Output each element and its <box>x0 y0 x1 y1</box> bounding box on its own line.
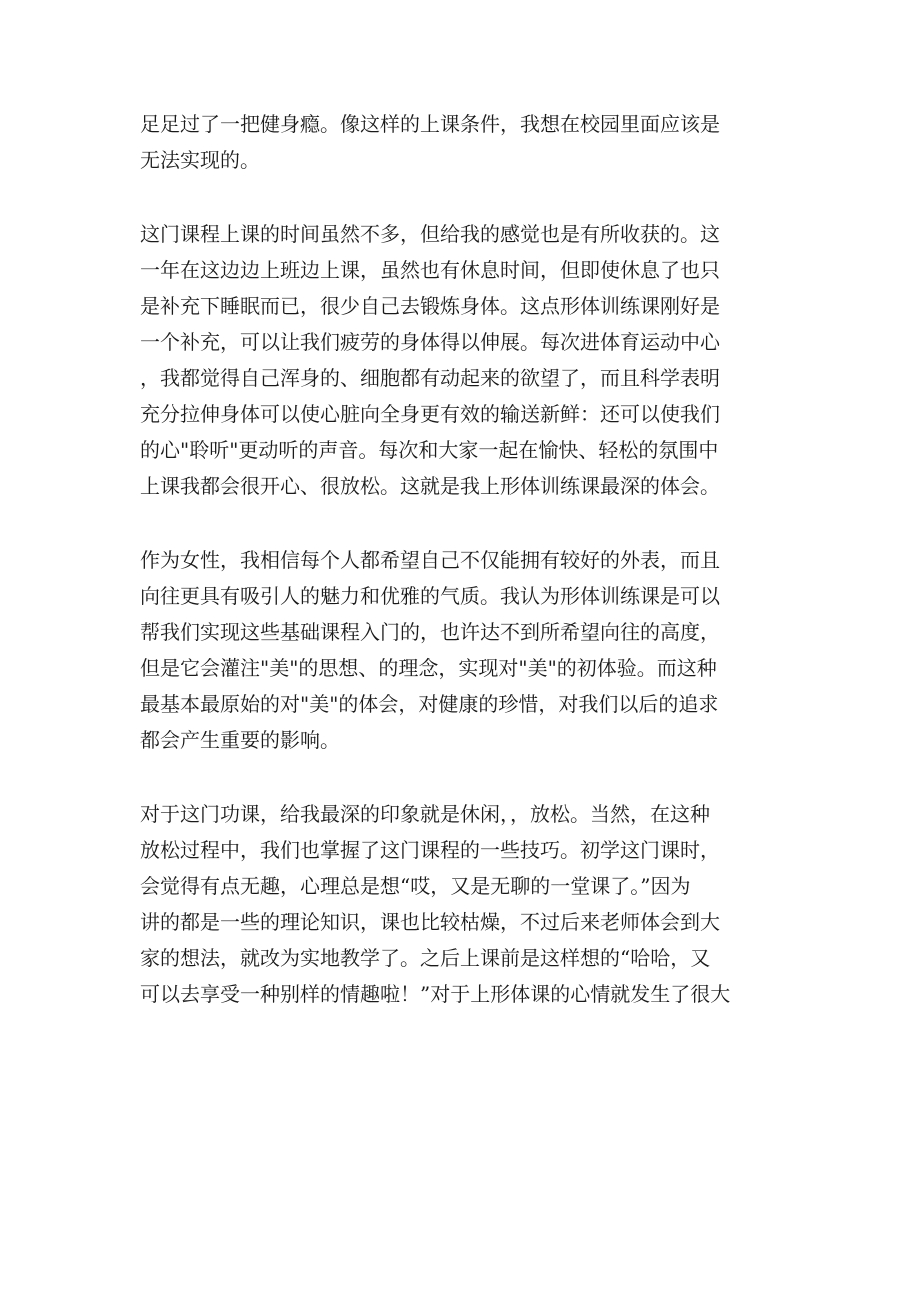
text-line: 是补充下睡眠而已，很少自己去锻炼身体。这点形体训练课刚好是 <box>140 294 720 318</box>
text-line: 的心"聆听"更动听的声音。每次和大家一起在愉快、轻松的氛围中 <box>140 438 719 462</box>
document-body <box>140 106 780 1050</box>
text-line: 一个补充，可以让我们疲劳的身体得以伸展。每次进体育运动中心 <box>140 330 720 354</box>
paragraph-3 <box>140 542 780 758</box>
text-line: 可以去享受一种别样的情趣啦！”对于上形体课的心情就发生了很大 <box>140 982 731 1006</box>
text-line: 向往更具有吸引人的魅力和优雅的气质。我认为形体训练课是可以 <box>140 584 720 608</box>
text-line: 作为女性，我相信每个人都希望自己不仅能拥有较好的外表，而且 <box>140 548 720 572</box>
text-line: 对于这门功课，给我最深的印象就是休闲，，放松。当然，在这种 <box>140 802 710 826</box>
text-line: 讲的都是一些的理论知识，课也比较枯燥，不过后来老师体会到大 <box>140 910 720 934</box>
paragraph-4 <box>140 796 780 1012</box>
text-line: 帮我们实现这些基础课程入门的，也许达不到所希望向往的高度， <box>140 620 720 644</box>
text-line: 最基本最原始的对"美"的体会，对健康的珍惜，对我们以后的追求 <box>140 692 719 716</box>
text-line: 充分拉伸身体可以使心脏向全身更有效的输送新鲜：还可以使我们 <box>140 402 720 426</box>
text-line: 一年在这边边上班边上课，虽然也有休息时间，但即使休息了也只 <box>140 258 720 282</box>
text-line: ，我都觉得自己浑身的、细胞都有动起来的欲望了，而且科学表明 <box>140 366 720 390</box>
text-line: 但是它会灌注"美"的思想、的理念，实现对"美"的初体验。而这种 <box>140 656 717 680</box>
text-line: 家的想法，就改为实地教学了。之后上课前是这样想的“哈哈，又 <box>140 946 711 970</box>
text-line: 足足过了一把健身瘾。像这样的上课条件，我想在校园里面应该是 <box>140 112 720 136</box>
text-line: 都会产生重要的影响。 <box>140 728 340 752</box>
text-line: 放松过程中，我们也掌握了这门课程的一些技巧。初学这门课时， <box>140 838 720 862</box>
text-line: 上课我都会很开心、很放松。这就是我上形体训练课最深的体会。 <box>140 474 720 498</box>
text-line: 无法实现的。 <box>140 148 260 172</box>
text-line: 这门课程上课的时间虽然不多，但给我的感觉也是有所收获的。这 <box>140 222 720 246</box>
paragraph-2 <box>140 216 780 504</box>
text-line: 会觉得有点无趣，心理总是想“哎，又是无聊的一堂课了。”因为 <box>140 874 691 898</box>
paragraph-1 <box>140 106 780 178</box>
